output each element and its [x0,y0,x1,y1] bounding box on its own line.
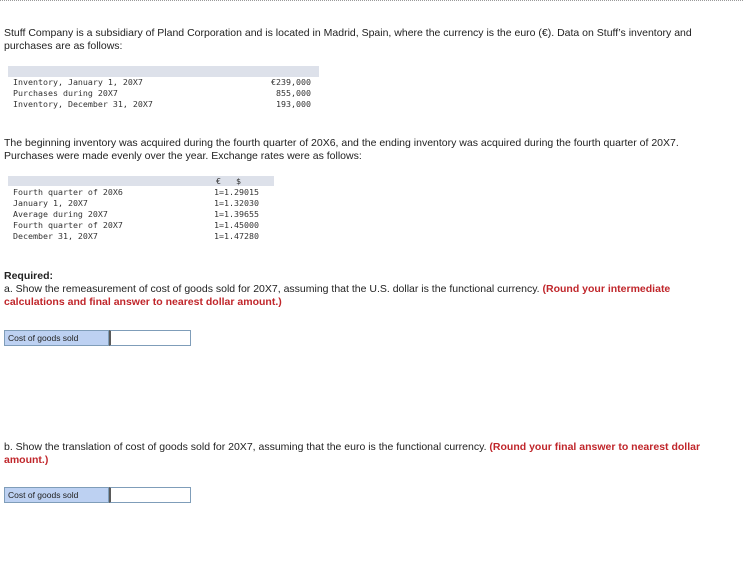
rate-row-value: 1=1.39655 [214,209,259,219]
part-b-answer-input[interactable] [109,487,191,503]
required-heading: Required: [4,270,54,282]
inventory-row-value: €239,000 [271,77,311,87]
exchange-rate-table [8,176,274,242]
inventory-row-value: 855,000 [276,88,311,98]
rate-row-label: Average during 20X7 [13,209,108,219]
rate-row-label: Fourth quarter of 20X6 [13,187,123,197]
exchange-paragraph: The beginning inventory was acquired during the fourth quarter of 20X6, and the ending inventory was acquired during the fourth quarter of 20X7. Purchases were made evenly over the year. Exchange rates were as follows: [4,137,679,162]
part-a-answer-label: Cost of goods sold [4,330,109,346]
euro-column-header: € [216,176,221,186]
part-a-question [4,283,704,309]
inventory-row-value: 193,000 [276,99,311,109]
part-a-text: a. Show the remeasurement of cost of goods sold for 20X7, assuming that the U.S. dollar is the functional currency. [4,283,543,295]
rate-row-label: December 31, 20X7 [13,231,98,241]
required-section [4,270,704,309]
rate-row-label: January 1, 20X7 [13,198,88,208]
part-b-text: b. Show the translation of cost of goods sold for 20X7, assuming that the euro is the functional currency. [4,441,490,453]
part-a-rounding-note: (Round your intermediate calculations and final answer to nearest dollar amount.) [4,283,671,308]
inventory-row-label: Purchases during 20X7 [13,88,118,98]
inventory-row-label: Inventory, December 31, 20X7 [13,99,153,109]
part-b-answer-row [4,487,191,503]
intro-paragraph: Stuff Company is a subsidiary of Pland Corporation and is located in Madrid, Spain, where the currency is the euro (€). Data on Stuff’s inventory and purchases are as follows: [4,27,692,52]
part-a-answer-input[interactable] [109,330,191,346]
dollar-column-header: $ [236,176,241,186]
rate-row-value: 1=1.29015 [214,187,259,197]
inventory-table [8,66,319,123]
rate-row-label: Fourth quarter of 20X7 [13,220,123,230]
rate-row-value: 1=1.32030 [214,198,259,208]
inventory-row-label: Inventory, January 1, 20X7 [13,77,143,87]
part-b-rounding-note: (Round your final answer to nearest dollar amount.) [4,441,701,466]
part-a-answer-row [4,330,191,346]
rate-row-value: 1=1.47280 [214,231,259,241]
part-b-answer-label: Cost of goods sold [4,487,109,503]
top-divider [0,0,743,1]
part-b-question [4,441,704,467]
rate-row-value: 1=1.45000 [214,220,259,230]
